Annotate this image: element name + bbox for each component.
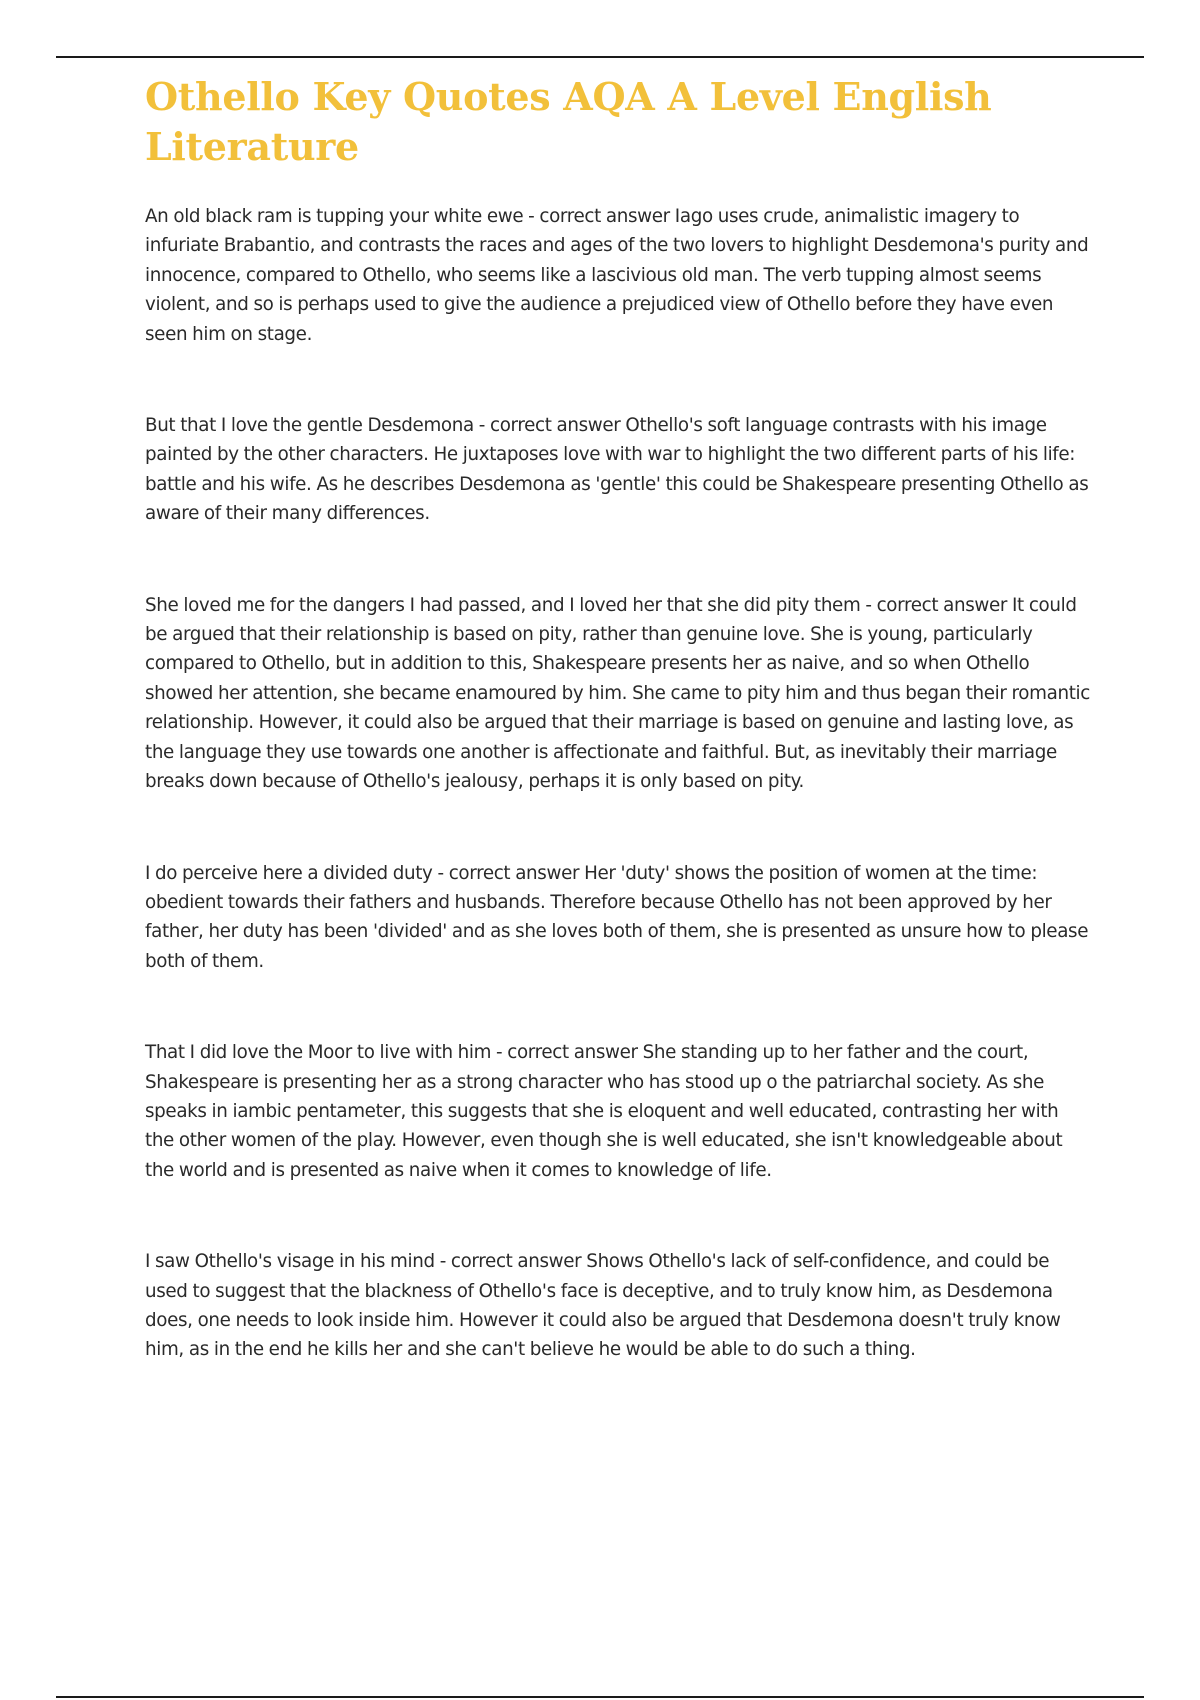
document-title: Othello Key Quotes AQA A Level English Literature xyxy=(145,74,992,169)
footer-rule xyxy=(56,1696,1144,1698)
quote-entry: I do perceive here a divided duty - correct answer Her 'duty' shows the position of women at the time: obedient towards their fathers and husbands. Therefore because Othello has not been approved by her father, her duty has been 'divided' and as she loves both of them, she is presented as unsure how to please both of them. xyxy=(145,862,1089,972)
document-page xyxy=(145,72,1090,1427)
quote-entry: That I did love the Moor to live with him - correct answer She standing up to her father and the court, Shakespeare is presenting her as a strong character who has stood up o the patriarchal society. As she speaks in iambic pentameter, this suggests that she is eloquent and well educated, contrasting her with the other women of the play. However, even though she is well educated, she isn't knowledgeable about the world and is presented as naive when it comes to knowledge of life. xyxy=(145,1042,1063,1181)
quote-entry: But that I love the gentle Desdemona - correct answer Othello's soft language contrasts with his image painted by the other characters. He juxtaposes love with war to highlight the two different parts of his life: battle and his wife. As he describes Desdemona as 'gentle' this could be Shakespeare presenting Othello as aware of their many differences. xyxy=(145,415,1089,525)
header-rule xyxy=(56,56,1144,58)
quote-entry: I saw Othello's visage in his mind - correct answer Shows Othello's lack of self-confidence, and could be used to suggest that the blackness of Othello's face is deceptive, and to truly know him, as Desdemona does, one needs to look inside him. However it could also be argued that Desdemona doesn't truly know him, as in the end he kills her and she can't believe he would be able to do such a thing. xyxy=(145,1251,1061,1361)
quote-entry: An old black ram is tupping your white ewe - correct answer Iago uses crude, animalistic imagery to infuriate Brabantio, and contrasts the races and ages of the two lovers to highlight Desdemona's purity and innocence, compared to Othello, who seems like a lascivious old man. The verb tupping almost seems violent, and so is perhaps used to give the audience a prejudiced view of Othello before they have even seen him on stage. xyxy=(145,206,1089,345)
quote-entry: She loved me for the dangers I had passed, and I loved her that she did pity them - correct answer It could be argued that their relationship is based on pity, rather than genuine love. She is young, particularly compared to Othello, but in addition to this, Shakespeare presents her as naive, and so when Othello showed her attention, she became enamoured by him. She came to pity him and thus began their romantic relationship. However, it could also be argued that their marriage is based on genuine and lasting love, as the language they use towards one another is affectionate and faithful. But, as inevitably their marriage breaks down because of Othello's jealousy, perhaps it is only based on pity. xyxy=(145,594,1090,793)
quote-list xyxy=(145,202,1090,1365)
